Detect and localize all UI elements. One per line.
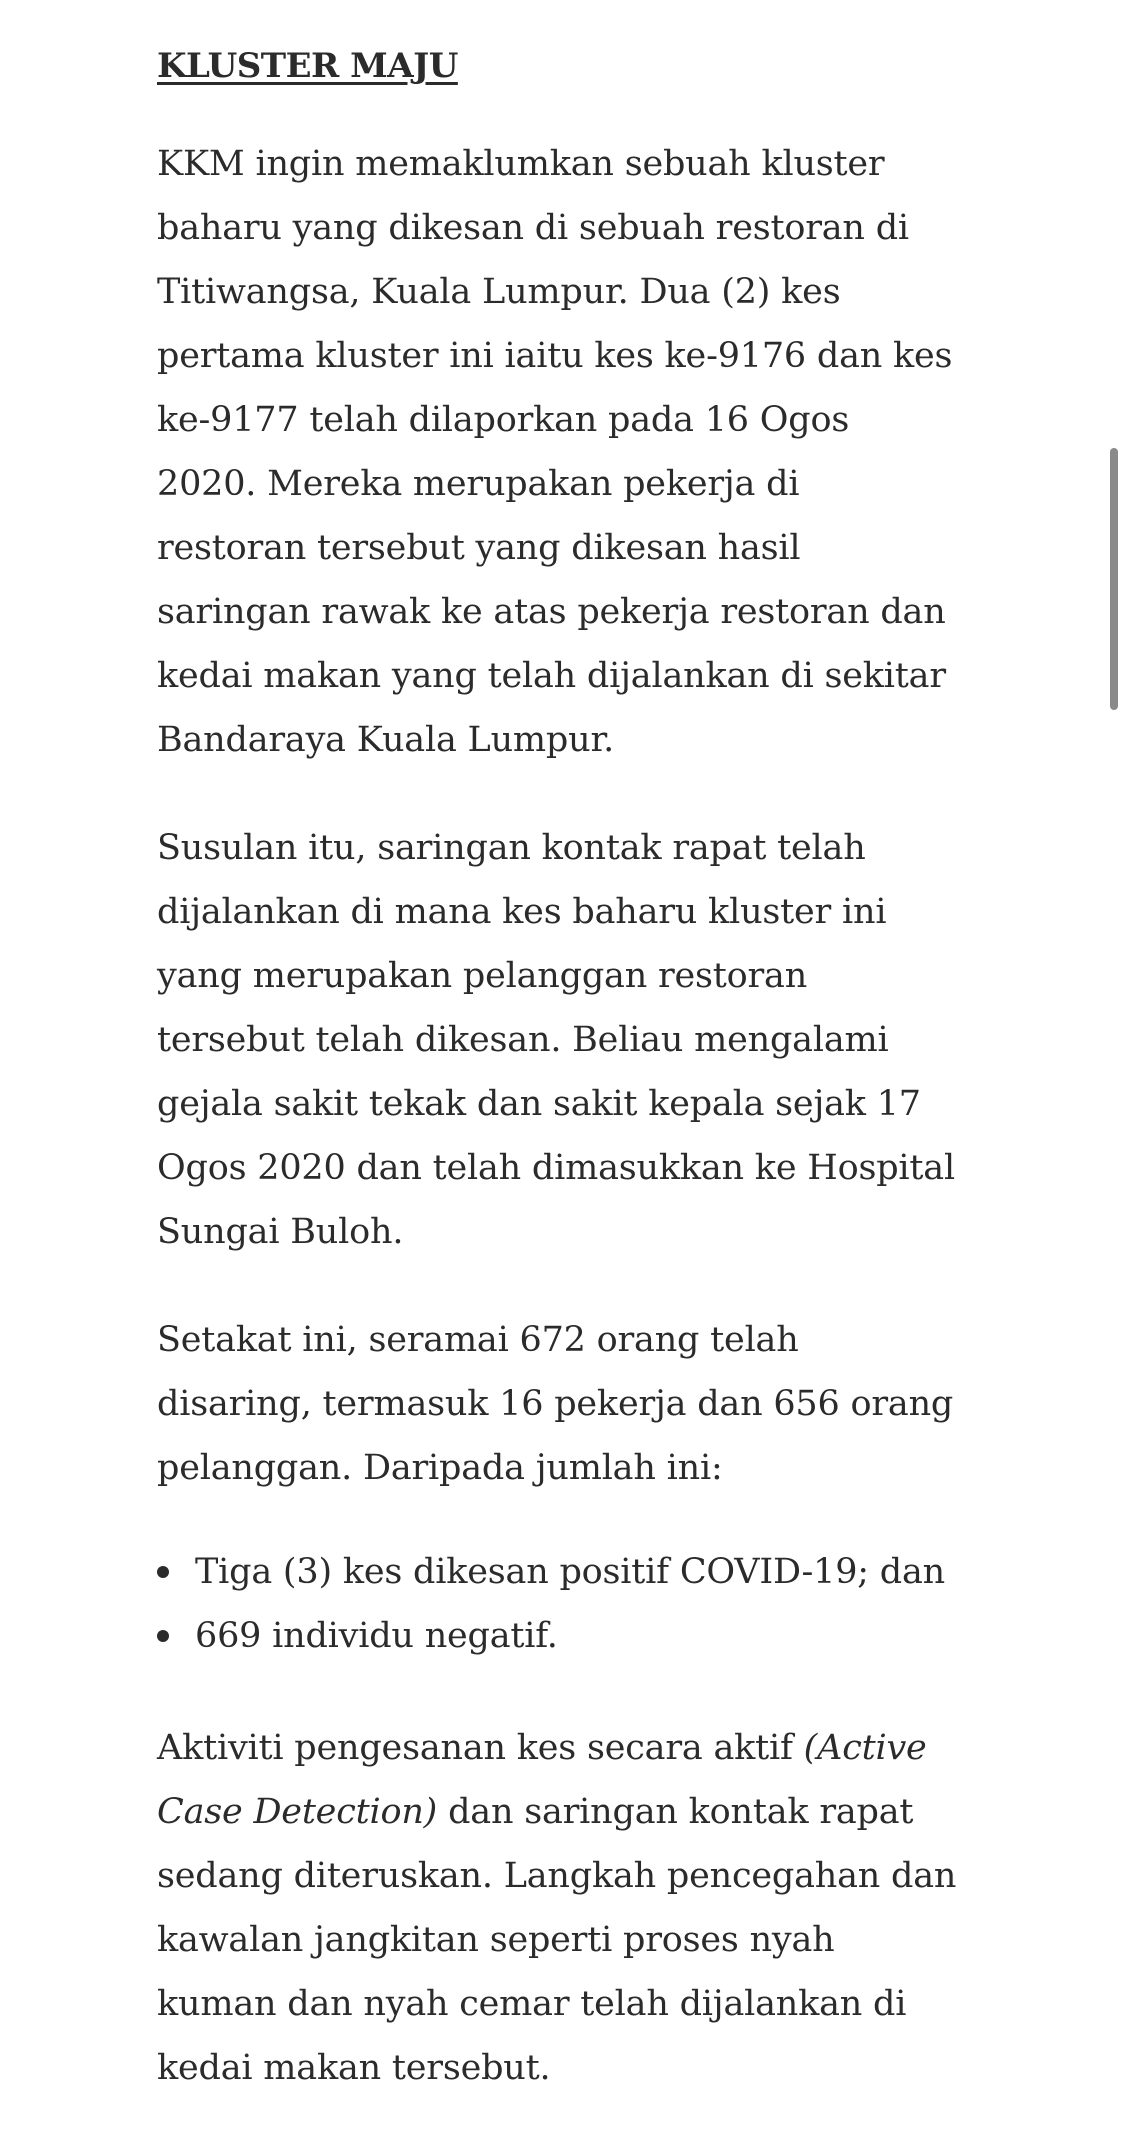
- scrollbar-thumb[interactable]: [1110, 448, 1118, 710]
- list-item-text: Tiga (3) kes dikesan positif COVID-19; dan: [195, 1552, 945, 1592]
- list-item: [157, 1540, 957, 1604]
- list-item-text: 669 individu negatif.: [195, 1616, 558, 1656]
- article-body: [157, 38, 957, 2144]
- bullet-icon: [157, 1566, 169, 1578]
- paragraph-cluster-intro: KKM ingin memaklumkan sebuah kluster baharu yang dikesan di sebuah restoran di Titiwangsa, Kuala Lumpur. Dua (2) kes pertama kluster ini iaitu kes ke-9176 dan kes ke-9177 telah dilaporkan pada 16 Ogos 2020. Mereka merupakan pekerja di restoran tersebut yang dikesan hasil saringan rawak ke atas pekerja restoran dan kedai makan yang telah dijalankan di sekitar Bandaraya Kuala Lumpur.: [157, 144, 953, 760]
- paragraph-lead-text: Aktiviti pengesanan kes secara aktif: [157, 1728, 804, 1768]
- section-heading: KLUSTER MAJU: [157, 46, 458, 86]
- paragraph-screening-summary: Setakat ini, seramai 672 orang telah disaring, termasuk 16 pekerja dan 656 orang pelanggan. Daripada jumlah ini:: [157, 1320, 954, 1488]
- bullet-icon: [157, 1630, 169, 1642]
- paragraph-close-contact: Susulan itu, saringan kontak rapat telah dijalankan di mana kes baharu kluster ini yang merupakan pelanggan restoran tersebut telah dikesan. Beliau mengalami gejala sakit tekak dan sakit kepala sejak 17 Ogos 2020 dan telah dimasukkan ke Hospital Sungai Buloh.: [157, 828, 955, 1252]
- results-list: [157, 1540, 957, 1668]
- list-item: [157, 1604, 957, 1668]
- paragraph-ongoing-actions: [157, 1716, 957, 2100]
- paragraph-italic-term: (Active Case Detection): [157, 1728, 927, 1832]
- paragraph-rest-text: dan saringan kontak rapat sedang diteruskan. Langkah pencegahan dan kawalan jangkitan seperti proses nyah kuman dan nyah cemar telah dijalankan di kedai makan tersebut.: [157, 1792, 957, 2088]
